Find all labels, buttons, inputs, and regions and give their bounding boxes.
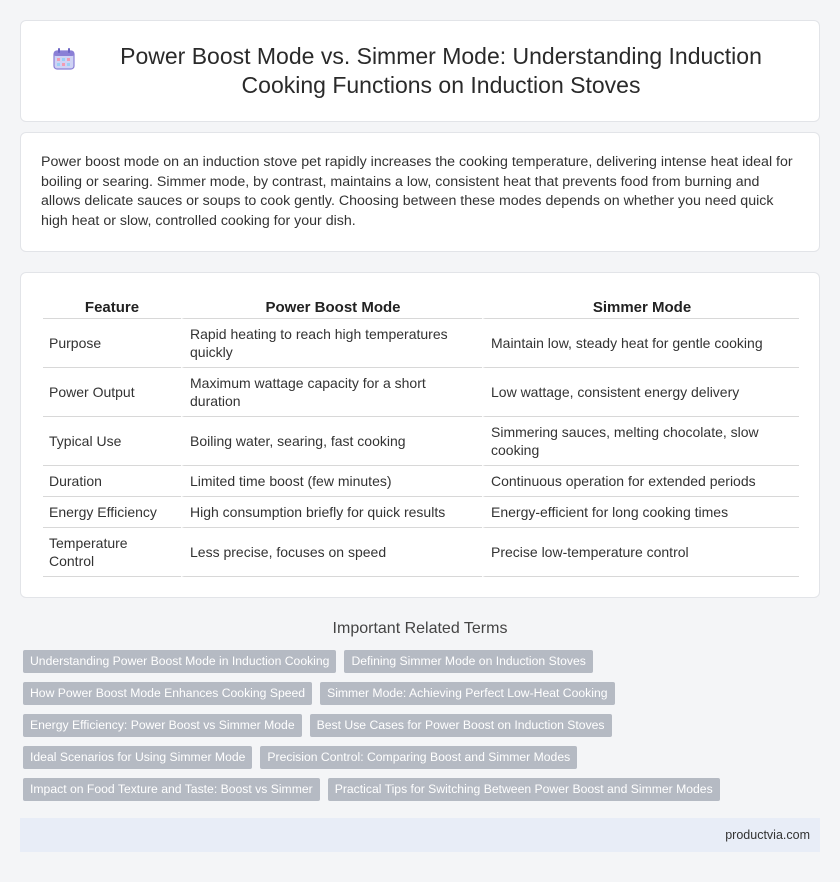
intro-card bbox=[20, 132, 820, 252]
table-cell: Precise low-temperature control bbox=[482, 528, 799, 577]
table-row bbox=[43, 528, 799, 577]
related-term-tag[interactable]: Energy Efficiency: Power Boost vs Simmer Mode bbox=[23, 714, 302, 737]
table-cell: Rapid heating to reach high temperatures quickly bbox=[181, 319, 482, 368]
footer-brand[interactable]: productvia.com bbox=[725, 828, 810, 842]
table-cell: Boiling water, searing, fast cooking bbox=[181, 417, 482, 466]
related-term-tag[interactable]: Practical Tips for Switching Between Power Boost and Simmer Modes bbox=[328, 778, 720, 801]
table-cell: Limited time boost (few minutes) bbox=[181, 466, 482, 497]
related-term-tag[interactable]: Defining Simmer Mode on Induction Stoves bbox=[344, 650, 592, 673]
table-cell: Simmering sauces, melting chocolate, slow cooking bbox=[482, 417, 799, 466]
calendar-icon bbox=[51, 46, 77, 72]
table-cell: Power Output bbox=[43, 368, 181, 417]
footer bbox=[20, 818, 820, 852]
related-terms-heading: Important Related Terms bbox=[332, 620, 508, 637]
related-term-tag[interactable]: Impact on Food Texture and Taste: Boost vs Simmer bbox=[23, 778, 320, 801]
table-row bbox=[43, 319, 799, 368]
table-cell: Purpose bbox=[43, 319, 181, 368]
header-power-boost: Power Boost Mode bbox=[181, 295, 482, 319]
header-simmer: Simmer Mode bbox=[482, 295, 799, 319]
related-term-tag[interactable]: Simmer Mode: Achieving Perfect Low-Heat Cooking bbox=[320, 682, 614, 705]
table-cell: Energy Efficiency bbox=[43, 497, 181, 528]
table-cell: Energy-efficient for long cooking times bbox=[482, 497, 799, 528]
table-cell: Low wattage, consistent energy delivery bbox=[482, 368, 799, 417]
table-cell: Less precise, focuses on speed bbox=[181, 528, 482, 577]
related-term-tag[interactable]: Ideal Scenarios for Using Simmer Mode bbox=[23, 746, 252, 769]
related-term-tag[interactable]: How Power Boost Mode Enhances Cooking Speed bbox=[23, 682, 312, 705]
header-feature: Feature bbox=[43, 295, 181, 319]
intro-text: Power boost mode on an induction stove pet rapidly increases the cooking temperature, delivering intense heat ideal for boiling or searing. Simmer mode, by contrast, maintains a low, consistent heat that prevents food from burning and allows delicate sauces or soups to cook gently. Choosing between these modes depends on whether you need quick high heat or slow, controlled cooking for your dish. bbox=[41, 154, 793, 229]
related-terms-section bbox=[20, 620, 820, 801]
page-title: Power Boost Mode vs. Simmer Mode: Understanding Induction Cooking Functions on Induction Stoves bbox=[120, 43, 762, 98]
related-term-tag[interactable]: Understanding Power Boost Mode in Induction Cooking bbox=[23, 650, 336, 673]
table-cell: Continuous operation for extended periods bbox=[482, 466, 799, 497]
table-cell: Maintain low, steady heat for gentle cooking bbox=[482, 319, 799, 368]
table-cell: Duration bbox=[43, 466, 181, 497]
table-cell: Typical Use bbox=[43, 417, 181, 466]
related-term-tag[interactable]: Best Use Cases for Power Boost on Induction Stoves bbox=[310, 714, 612, 737]
table-row bbox=[43, 417, 799, 466]
related-term-tag[interactable]: Precision Control: Comparing Boost and Simmer Modes bbox=[260, 746, 577, 769]
comparison-table-card bbox=[20, 272, 820, 598]
table-cell: High consumption briefly for quick results bbox=[181, 497, 482, 528]
table-cell: Temperature Control bbox=[43, 528, 181, 577]
table-row bbox=[43, 497, 799, 528]
table-row bbox=[43, 368, 799, 417]
table-header-row bbox=[43, 295, 799, 319]
table-row bbox=[43, 466, 799, 497]
related-terms-tags bbox=[20, 650, 820, 801]
comparison-table bbox=[43, 295, 799, 577]
title-card bbox=[20, 20, 820, 122]
table-cell: Maximum wattage capacity for a short duration bbox=[181, 368, 482, 417]
title-wrap bbox=[51, 42, 789, 100]
